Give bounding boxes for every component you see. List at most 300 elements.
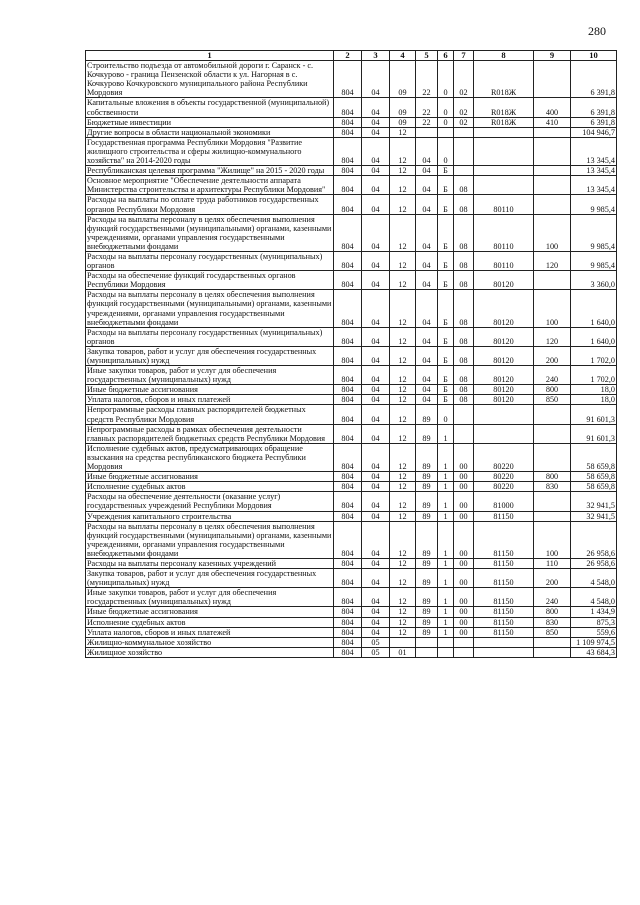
table-row xyxy=(86,271,617,290)
table-row xyxy=(86,176,617,195)
row-section: 04 xyxy=(362,588,390,607)
row-program xyxy=(416,647,438,657)
row-program: 22 xyxy=(416,98,438,117)
row-amount: 1 640,0 xyxy=(571,290,617,327)
row-ministry: 804 xyxy=(334,647,362,657)
row-expense-type: 120 xyxy=(534,251,571,270)
row-name: Закупка товаров, работ и услуг для обеспечения государственных (муниципальных) нужд xyxy=(86,346,334,365)
table-row xyxy=(86,617,617,627)
row-section: 04 xyxy=(362,137,390,165)
row-section: 04 xyxy=(362,327,390,346)
column-header: 10 xyxy=(571,51,617,61)
row-program: 04 xyxy=(416,366,438,385)
row-expense-type xyxy=(534,511,571,521)
row-subsection: 01 xyxy=(390,647,416,657)
row-target-code: 80110 xyxy=(474,251,534,270)
row-ministry: 804 xyxy=(334,405,362,424)
row-subprogram: Б xyxy=(438,395,454,405)
row-subsection: 12 xyxy=(390,472,416,482)
row-target-code: 81150 xyxy=(474,607,534,617)
row-subsection: 12 xyxy=(390,385,416,395)
row-program: 04 xyxy=(416,346,438,365)
table-row xyxy=(86,647,617,657)
row-section: 04 xyxy=(362,617,390,627)
row-ministry: 804 xyxy=(334,627,362,637)
row-program: 89 xyxy=(416,558,438,568)
row-expense-type: 400 xyxy=(534,98,571,117)
row-expense-type xyxy=(534,647,571,657)
row-subprogram: 1 xyxy=(438,492,454,511)
row-expense-type: 850 xyxy=(534,627,571,637)
row-expense-type: 800 xyxy=(534,385,571,395)
table-row xyxy=(86,195,617,214)
row-target-code: 81150 xyxy=(474,521,534,558)
row-ministry: 804 xyxy=(334,98,362,117)
row-program: 04 xyxy=(416,137,438,165)
row-section: 05 xyxy=(362,637,390,647)
row-name: Уплата налогов, сборов и иных платежей xyxy=(86,395,334,405)
row-subprogram: 0 xyxy=(438,117,454,127)
row-ministry: 804 xyxy=(334,521,362,558)
row-expense-type: 100 xyxy=(534,290,571,327)
row-ministry: 804 xyxy=(334,117,362,127)
row-amount: 43 684,3 xyxy=(571,647,617,657)
row-subsection: 12 xyxy=(390,492,416,511)
row-subsection: 09 xyxy=(390,117,416,127)
table-row xyxy=(86,385,617,395)
row-name: Расходы на выплаты по оплате труда работников государственных органов Республики Мордовия xyxy=(86,195,334,214)
row-expense-type: 850 xyxy=(534,395,571,405)
row-expense-type: 830 xyxy=(534,482,571,492)
row-amount: 9 985,4 xyxy=(571,214,617,251)
row-target-code xyxy=(474,647,534,657)
column-header: 1 xyxy=(86,51,334,61)
table-row xyxy=(86,637,617,647)
table-row xyxy=(86,472,617,482)
row-expense-type: 200 xyxy=(534,569,571,588)
row-target-code: 81150 xyxy=(474,558,534,568)
table-row xyxy=(86,405,617,424)
row-amount: 6 391,8 xyxy=(571,98,617,117)
row-name: Жилищное хозяйство xyxy=(86,647,334,657)
row-subsection: 12 xyxy=(390,588,416,607)
row-amount: 26 958,6 xyxy=(571,558,617,568)
row-subsection: 12 xyxy=(390,424,416,443)
row-amount: 91 601,3 xyxy=(571,405,617,424)
row-target-code: 80120 xyxy=(474,346,534,365)
row-program: 04 xyxy=(416,290,438,327)
row-activity xyxy=(454,127,474,137)
row-subsection: 12 xyxy=(390,366,416,385)
row-activity: 00 xyxy=(454,472,474,482)
table-row xyxy=(86,251,617,270)
row-program: 89 xyxy=(416,569,438,588)
row-section: 04 xyxy=(362,482,390,492)
row-expense-type xyxy=(534,137,571,165)
row-target-code: R018Ж xyxy=(474,98,534,117)
row-expense-type: 800 xyxy=(534,607,571,617)
row-name: Иные закупки товаров, работ и услуг для обеспечения государственных (муниципальных) нужд xyxy=(86,366,334,385)
row-program: 04 xyxy=(416,251,438,270)
row-expense-type: 830 xyxy=(534,617,571,627)
row-program: 04 xyxy=(416,195,438,214)
row-ministry: 804 xyxy=(334,424,362,443)
row-target-code: R018Ж xyxy=(474,117,534,127)
row-ministry: 804 xyxy=(334,214,362,251)
row-activity: 00 xyxy=(454,521,474,558)
row-section: 04 xyxy=(362,61,390,98)
row-amount: 58 659,8 xyxy=(571,472,617,482)
row-section: 04 xyxy=(362,127,390,137)
row-ministry: 804 xyxy=(334,366,362,385)
row-activity xyxy=(454,424,474,443)
row-program: 04 xyxy=(416,395,438,405)
row-activity: 00 xyxy=(454,588,474,607)
row-target-code xyxy=(474,166,534,176)
row-subsection: 12 xyxy=(390,166,416,176)
row-target-code xyxy=(474,127,534,137)
table-row xyxy=(86,443,617,471)
row-subprogram: 1 xyxy=(438,472,454,482)
row-section: 04 xyxy=(362,366,390,385)
row-program: 04 xyxy=(416,271,438,290)
row-activity: 00 xyxy=(454,511,474,521)
row-section: 04 xyxy=(362,558,390,568)
table-row xyxy=(86,98,617,117)
row-subprogram: Б xyxy=(438,385,454,395)
row-subprogram: 1 xyxy=(438,521,454,558)
table-row xyxy=(86,627,617,637)
row-ministry: 804 xyxy=(334,569,362,588)
row-ministry: 804 xyxy=(334,472,362,482)
row-name: Другие вопросы в области национальной экономики xyxy=(86,127,334,137)
row-subsection xyxy=(390,637,416,647)
row-ministry: 804 xyxy=(334,443,362,471)
row-target-code xyxy=(474,405,534,424)
row-amount: 4 548,0 xyxy=(571,569,617,588)
row-section: 04 xyxy=(362,117,390,127)
row-expense-type: 120 xyxy=(534,327,571,346)
row-program: 89 xyxy=(416,588,438,607)
row-amount: 6 391,8 xyxy=(571,117,617,127)
row-expense-type xyxy=(534,176,571,195)
column-header: 2 xyxy=(334,51,362,61)
row-section: 04 xyxy=(362,195,390,214)
table-row xyxy=(86,61,617,98)
row-activity: 00 xyxy=(454,443,474,471)
row-ministry: 804 xyxy=(334,166,362,176)
row-amount: 1 434,9 xyxy=(571,607,617,617)
row-activity: 08 xyxy=(454,195,474,214)
row-activity: 08 xyxy=(454,385,474,395)
row-subprogram: 0 xyxy=(438,61,454,98)
row-name: Государственная программа Республики Мордовия "Развитие жилищного строительства и сферы жилищно-коммунального хозяйства" на 2014-2020 годы xyxy=(86,137,334,165)
row-subsection: 12 xyxy=(390,607,416,617)
row-section: 04 xyxy=(362,569,390,588)
row-section: 04 xyxy=(362,176,390,195)
row-amount: 875,3 xyxy=(571,617,617,627)
row-subsection: 12 xyxy=(390,511,416,521)
row-section: 04 xyxy=(362,443,390,471)
table-row xyxy=(86,588,617,607)
row-target-code: 80120 xyxy=(474,271,534,290)
row-expense-type xyxy=(534,405,571,424)
row-ministry: 804 xyxy=(334,511,362,521)
row-section: 04 xyxy=(362,290,390,327)
row-subprogram: 1 xyxy=(438,424,454,443)
row-activity: 08 xyxy=(454,251,474,270)
row-subprogram: 0 xyxy=(438,98,454,117)
row-ministry: 804 xyxy=(334,137,362,165)
row-activity: 00 xyxy=(454,492,474,511)
row-activity: 00 xyxy=(454,558,474,568)
row-name: Исполнение судебных актов xyxy=(86,617,334,627)
table-row xyxy=(86,127,617,137)
row-subprogram: 1 xyxy=(438,511,454,521)
row-name: Капитальные вложения в объекты государственной (муниципальной) собственности xyxy=(86,98,334,117)
column-header: 6 xyxy=(438,51,454,61)
row-amount: 6 391,8 xyxy=(571,61,617,98)
row-subprogram: Б xyxy=(438,166,454,176)
row-expense-type xyxy=(534,492,571,511)
row-subprogram: 0 xyxy=(438,405,454,424)
row-name: Непрограммные расходы в рамках обеспечения деятельности главных распорядителей бюджетных средств Республики Мордовия xyxy=(86,424,334,443)
row-activity: 08 xyxy=(454,176,474,195)
row-activity: 00 xyxy=(454,627,474,637)
row-program: 89 xyxy=(416,472,438,482)
column-header: 9 xyxy=(534,51,571,61)
row-amount: 58 659,8 xyxy=(571,482,617,492)
row-program: 89 xyxy=(416,617,438,627)
row-subsection: 12 xyxy=(390,195,416,214)
row-ministry: 804 xyxy=(334,327,362,346)
row-subsection: 12 xyxy=(390,346,416,365)
row-amount: 3 360,0 xyxy=(571,271,617,290)
column-header: 8 xyxy=(474,51,534,61)
row-subprogram: Б xyxy=(438,366,454,385)
row-program: 89 xyxy=(416,492,438,511)
row-section: 04 xyxy=(362,166,390,176)
row-ministry: 804 xyxy=(334,251,362,270)
row-ministry: 804 xyxy=(334,61,362,98)
row-amount: 4 548,0 xyxy=(571,588,617,607)
row-ministry: 804 xyxy=(334,588,362,607)
row-subsection: 09 xyxy=(390,98,416,117)
row-expense-type xyxy=(534,195,571,214)
row-subprogram: 1 xyxy=(438,482,454,492)
row-expense-type: 410 xyxy=(534,117,571,127)
row-name: Расходы на выплаты персоналу государственных (муниципальных) органов xyxy=(86,327,334,346)
row-activity xyxy=(454,647,474,657)
row-section: 04 xyxy=(362,405,390,424)
row-subsection: 12 xyxy=(390,617,416,627)
row-ministry: 804 xyxy=(334,492,362,511)
row-program: 89 xyxy=(416,511,438,521)
row-section: 04 xyxy=(362,424,390,443)
table-row xyxy=(86,521,617,558)
row-target-code: 80120 xyxy=(474,366,534,385)
table-row xyxy=(86,558,617,568)
row-target-code: 81150 xyxy=(474,627,534,637)
row-activity: 02 xyxy=(454,98,474,117)
row-name: Республиканская целевая программа "Жилище" на 2015 - 2020 годы xyxy=(86,166,334,176)
row-amount: 18,0 xyxy=(571,395,617,405)
row-name: Расходы на выплаты персоналу в целях обеспечения выполнения функций государственными (муниципальными) органами, казенными учреждениями, органами управления государственными внебюджетными фондами xyxy=(86,521,334,558)
row-subsection: 12 xyxy=(390,482,416,492)
row-ministry: 804 xyxy=(334,395,362,405)
row-section: 04 xyxy=(362,511,390,521)
row-target-code: 81150 xyxy=(474,588,534,607)
row-section: 04 xyxy=(362,214,390,251)
table-row xyxy=(86,290,617,327)
row-name: Иные закупки товаров, работ и услуг для обеспечения государственных (муниципальных) нужд xyxy=(86,588,334,607)
row-section: 04 xyxy=(362,627,390,637)
row-activity: 08 xyxy=(454,271,474,290)
row-ministry: 804 xyxy=(334,385,362,395)
row-ministry: 804 xyxy=(334,290,362,327)
row-subsection: 09 xyxy=(390,61,416,98)
row-expense-type: 240 xyxy=(534,366,571,385)
row-expense-type xyxy=(534,166,571,176)
row-amount: 91 601,3 xyxy=(571,424,617,443)
row-program: 89 xyxy=(416,424,438,443)
row-program: 04 xyxy=(416,166,438,176)
row-section: 04 xyxy=(362,521,390,558)
row-subprogram: 1 xyxy=(438,627,454,637)
row-subprogram: 0 xyxy=(438,137,454,165)
row-expense-type: 800 xyxy=(534,472,571,482)
row-ministry: 804 xyxy=(334,637,362,647)
row-amount: 104 946,7 xyxy=(571,127,617,137)
row-section: 04 xyxy=(362,607,390,617)
row-activity: 08 xyxy=(454,366,474,385)
row-activity: 00 xyxy=(454,607,474,617)
row-activity: 02 xyxy=(454,117,474,127)
row-section: 04 xyxy=(362,271,390,290)
row-subprogram: 1 xyxy=(438,558,454,568)
row-name: Иные бюджетные ассигнования xyxy=(86,472,334,482)
row-name: Расходы на выплаты персоналу в целях обеспечения выполнения функций государственными (муниципальными) органами, казенными учреждениями, органами управления государственными внебюджетными фондами xyxy=(86,290,334,327)
row-subprogram: 1 xyxy=(438,569,454,588)
row-program: 22 xyxy=(416,117,438,127)
row-activity: 08 xyxy=(454,290,474,327)
row-subprogram: Б xyxy=(438,290,454,327)
table-row xyxy=(86,607,617,617)
row-amount: 559,6 xyxy=(571,627,617,637)
row-name: Расходы на обеспечение деятельности (оказание услуг) государственных учреждений Республики Мордовия xyxy=(86,492,334,511)
row-subprogram xyxy=(438,647,454,657)
table-row xyxy=(86,366,617,385)
row-target-code: 81000 xyxy=(474,492,534,511)
table-row xyxy=(86,137,617,165)
row-section: 04 xyxy=(362,346,390,365)
row-name: Учреждения капитального строительства xyxy=(86,511,334,521)
row-program: 04 xyxy=(416,327,438,346)
row-name: Основное мероприятие "Обеспечение деятельности аппарата Министерства строительства и архитектуры Республики Мордовия" xyxy=(86,176,334,195)
row-expense-type xyxy=(534,61,571,98)
table-row xyxy=(86,117,617,127)
row-subsection: 12 xyxy=(390,271,416,290)
row-subsection: 12 xyxy=(390,327,416,346)
row-subsection: 12 xyxy=(390,290,416,327)
row-name: Расходы на выплаты персоналу казенных учреждений xyxy=(86,558,334,568)
row-activity xyxy=(454,166,474,176)
row-target-code: 80120 xyxy=(474,385,534,395)
row-subprogram: Б xyxy=(438,346,454,365)
row-amount: 9 985,4 xyxy=(571,251,617,270)
row-subprogram xyxy=(438,127,454,137)
table-row xyxy=(86,346,617,365)
row-activity xyxy=(454,637,474,647)
table-row xyxy=(86,327,617,346)
row-program xyxy=(416,127,438,137)
row-subprogram: 1 xyxy=(438,617,454,627)
row-target-code: 81150 xyxy=(474,511,534,521)
row-subsection: 12 xyxy=(390,443,416,471)
row-expense-type: 100 xyxy=(534,214,571,251)
column-header: 3 xyxy=(362,51,390,61)
row-expense-type xyxy=(534,424,571,443)
row-section: 05 xyxy=(362,647,390,657)
row-amount: 13 345,4 xyxy=(571,166,617,176)
row-activity: 00 xyxy=(454,617,474,627)
row-expense-type xyxy=(534,127,571,137)
row-expense-type xyxy=(534,271,571,290)
row-activity xyxy=(454,137,474,165)
row-program: 04 xyxy=(416,214,438,251)
row-target-code: 80220 xyxy=(474,443,534,471)
row-program: 04 xyxy=(416,176,438,195)
row-subprogram: Б xyxy=(438,176,454,195)
column-header: 7 xyxy=(454,51,474,61)
row-section: 04 xyxy=(362,472,390,482)
row-name: Уплата налогов, сборов и иных платежей xyxy=(86,627,334,637)
row-target-code xyxy=(474,137,534,165)
row-amount: 18,0 xyxy=(571,385,617,395)
row-subsection: 12 xyxy=(390,251,416,270)
row-ministry: 804 xyxy=(334,127,362,137)
row-target-code: R018Ж xyxy=(474,61,534,98)
row-subprogram xyxy=(438,637,454,647)
row-ministry: 804 xyxy=(334,271,362,290)
row-ministry: 804 xyxy=(334,607,362,617)
row-activity: 00 xyxy=(454,482,474,492)
table-row xyxy=(86,214,617,251)
table-row xyxy=(86,424,617,443)
row-ministry: 804 xyxy=(334,176,362,195)
row-activity: 08 xyxy=(454,214,474,251)
row-name: Иные бюджетные ассигнования xyxy=(86,607,334,617)
row-target-code: 80220 xyxy=(474,472,534,482)
row-subprogram: 1 xyxy=(438,588,454,607)
column-header: 5 xyxy=(416,51,438,61)
row-activity: 00 xyxy=(454,569,474,588)
row-amount: 13 345,4 xyxy=(571,176,617,195)
row-program: 89 xyxy=(416,627,438,637)
row-amount: 58 659,8 xyxy=(571,443,617,471)
row-subsection: 12 xyxy=(390,521,416,558)
row-name: Бюджетные инвестиции xyxy=(86,117,334,127)
row-program: 22 xyxy=(416,61,438,98)
row-activity: 08 xyxy=(454,346,474,365)
row-target-code: 81150 xyxy=(474,569,534,588)
row-target-code: 81150 xyxy=(474,617,534,627)
row-subsection: 12 xyxy=(390,137,416,165)
row-ministry: 804 xyxy=(334,617,362,627)
row-subprogram: Б xyxy=(438,214,454,251)
row-subsection: 12 xyxy=(390,405,416,424)
budget-table xyxy=(85,50,617,658)
